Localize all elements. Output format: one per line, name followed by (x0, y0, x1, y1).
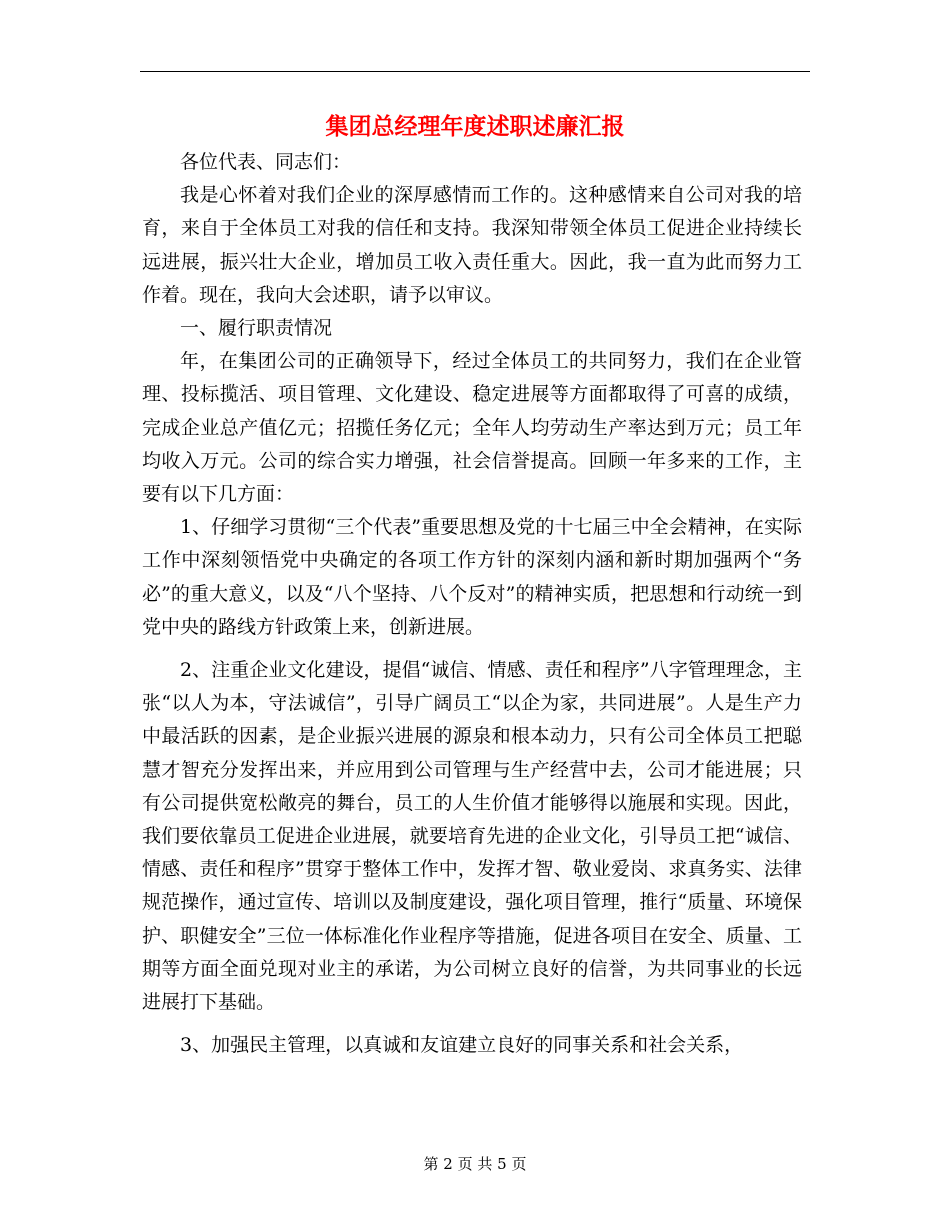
item-2-paragraph: 2、注重企业文化建设，提倡“诚信、情感、责任和程序”八字管理理念，主张“以人为本，守法诚信”，引导广阔员工“以企为家，共同进展”。人是生产力中最活跃的因素，是企业振兴进展的源泉和根本动力，只有公司全体员工把聪慧才智充分发挥出来，并应用到公司管理与生产经营中去，公司才能进展；只有公司提供宽松敞亮的舞台，员工的人生价值才能够得以施展和实现。因此，我们要依靠员工促进企业进展，就要培育先进的企业文化，引导员工把“诚信、情感、责任和程序”贯穿于整体工作中，发挥才智、敬业爱岗、求真务实、法律规范操作，通过宣传、培训以及制度建设，强化项目管理，推行“质量、环境保护、职健安全”三位一体标准化作业程序等措施，促进各项目在安全、质量、工期等方面全面兑现对业主的承诺，为公司树立良好的信誉，为共同事业的长远进展打下基础。 (142, 659, 802, 1014)
intro-paragraph: 我是心怀着对我们企业的深厚感情而工作的。这种感情来自公司对我的培育，来自于全体员工对我的信任和支持。我深知带领全体员工促进企业持续长远进展，振兴壮大企业，增加员工收入责任重大。因此，我一直为此而努力工作着。现在，我向大会述职，请予以审议。 (142, 184, 802, 306)
header-rule (140, 71, 810, 72)
item-3-paragraph: 3、加强民主管理，以真诚和友谊建立良好的同事关系和社会关系， (180, 1034, 744, 1057)
document-title: 集团总经理年度述职述廉汇报 (325, 113, 625, 140)
document-body (142, 146, 802, 1062)
summary-paragraph: 年，在集团公司的正确领导下，经过全体员工的共同努力，我们在企业管理、投标揽活、项目管理、文化建设、稳定进展等方面都取得了可喜的成绩，完成企业总产值亿元；招揽任务亿元；全年人均劳动生产率达到万元；员工年均收入万元。公司的综合实力增强，社会信誉提高。回顾一年多来的工作，主要有以下几方面： (142, 350, 802, 506)
section-heading: 一、履行职责情况 (180, 317, 333, 340)
salutation-paragraph: 各位代表、同志们： (180, 151, 352, 173)
page-number: 第 2 页 共 5 页 (423, 1155, 527, 1173)
item-1-paragraph: 1、仔细学习贯彻“三个代表”重要思想及党的十七届三中全会精神，在实际工作中深刻领悟党中央确定的各项工作方针的深刻内涵和新时期加强两个“务必”的重大意义，以及“八个坚持、八个反对”的精神实质，把思想和行动统一到党中央的路线方针政策上来，创新进展。 (142, 516, 802, 638)
